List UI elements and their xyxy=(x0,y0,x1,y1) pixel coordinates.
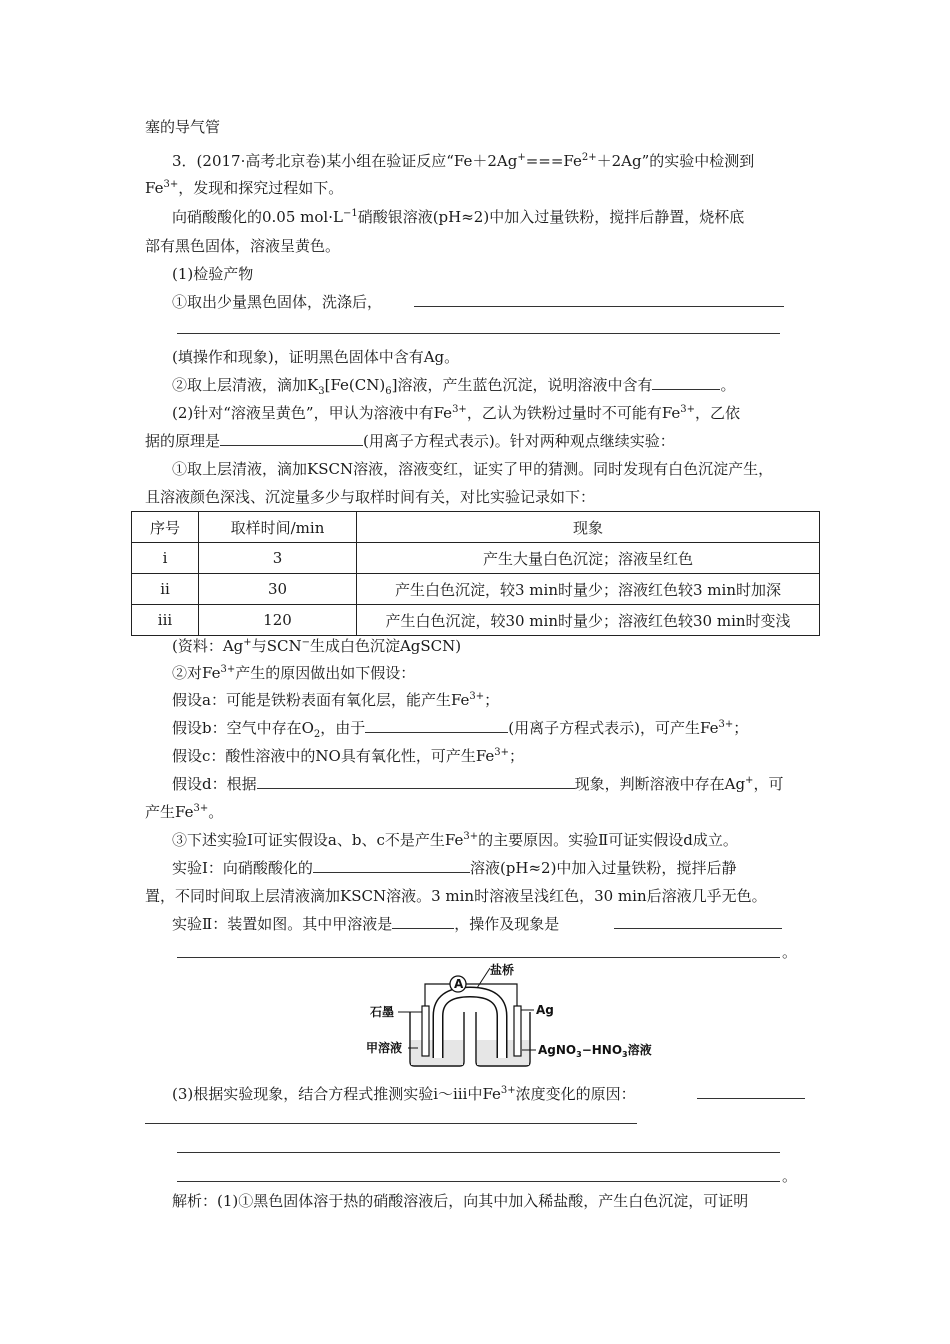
table-cell: iii xyxy=(132,605,199,636)
text-line: 塞的导气管 xyxy=(145,118,221,136)
right-solution-label: $AgNO_3-HNO_3$溶液 xyxy=(538,1043,652,1059)
answer-blank[interactable] xyxy=(257,774,575,789)
text-line: 假设d：根据 现象，判断溶液中存在Ag+，可 xyxy=(172,775,784,793)
text-line: 部有黑色固体，溶液呈黄色。 xyxy=(145,237,341,255)
text-line: 假设a：可能是铁粉表面有氧化层，能产生$Fe^{3+}$； xyxy=(172,691,500,709)
table-row xyxy=(132,543,820,574)
text-line: 。 xyxy=(782,943,798,961)
solution-text: 解析：(1)①黑色固体溶于热的硝酸溶液后，向其中加入稀盐酸，产生白色沉淀，可证明 xyxy=(172,1192,749,1210)
question-3-intro: 3．(2017·高考北京卷)某小组在验证反应“$Fe+2Ag^+===Fe^{2+}+2Ag$”的实验中检测到 xyxy=(172,152,755,170)
text-line: 据的原理是 (用离子方程式表示)。针对两种观点继续实验： xyxy=(145,432,675,450)
graphite-label: 石墨 xyxy=(370,1005,395,1019)
table-row xyxy=(132,605,820,636)
answer-blank[interactable] xyxy=(697,1098,805,1099)
answer-blank[interactable] xyxy=(414,306,784,307)
text-line: 置，不同时间取上层清液滴加KSCN溶液。3 min时溶液呈浅红色，30 min后溶液几乎无色。 xyxy=(145,887,767,905)
text-line: 。 xyxy=(782,1167,798,1185)
silver-electrode xyxy=(514,1006,521,1056)
observation-table xyxy=(131,511,820,636)
answer-blank[interactable] xyxy=(614,928,782,929)
left-solution-label: 甲溶液 xyxy=(366,1041,403,1055)
text-line: 且溶液颜色深浅、沉淀量多少与取样时间有关，对比实验记录如下： xyxy=(145,488,596,506)
table-cell: 120 xyxy=(199,605,357,636)
answer-blank[interactable] xyxy=(313,858,470,873)
answer-blank[interactable] xyxy=(145,1123,637,1124)
text-line: ②取上层清液，滴加$K_3[Fe(CN)_6]$溶液，产生蓝色沉淀，说明溶液中含有 。 xyxy=(172,376,736,397)
table-cell: 产生白色沉淀，较3 min时量少；溶液红色较3 min时加深 xyxy=(357,574,820,605)
answer-blank[interactable] xyxy=(177,1152,780,1153)
silver-label: Ag xyxy=(536,1003,554,1017)
table-cell: i xyxy=(132,543,199,574)
ammeter-label: A xyxy=(454,977,464,991)
table-header: 取样时间/min xyxy=(199,512,357,543)
text-line: 实验Ⅱ：装置如图。其中甲溶液是 ，操作及现象是 xyxy=(172,915,560,933)
graphite-electrode xyxy=(422,1006,429,1056)
text-line: $Fe^{3+}$，发现和探究过程如下。 xyxy=(145,179,344,197)
text-line: (2)针对“溶液呈黄色”，甲认为溶液中有$Fe^{3+}$，乙认为铁粉过量时不可能有$Fe^{3+}$，乙依 xyxy=(172,404,741,422)
text-line: (填操作和现象)，证明黑色固体中含有Ag。 xyxy=(172,348,460,366)
text-line: 假设b：空气中存在$O_2$，由于 (用离子方程式表示)，可产生$Fe^{3+}$； xyxy=(172,719,749,740)
table-header: 序号 xyxy=(132,512,199,543)
answer-blank[interactable] xyxy=(220,431,363,446)
table-header: 现象 xyxy=(357,512,820,543)
answer-blank[interactable] xyxy=(177,1181,780,1182)
text-line: 产生$Fe^{3+}$。 xyxy=(145,803,224,821)
answer-blank[interactable] xyxy=(177,957,780,958)
salt-bridge-label: 盐桥 xyxy=(490,963,515,977)
table-cell: 产生大量白色沉淀；溶液呈红色 xyxy=(357,543,820,574)
text-line: (资料：Ag+与SCN−生成白色沉淀AgSCN) xyxy=(172,637,462,655)
table-row xyxy=(132,574,820,605)
text-line: 实验Ⅰ：向硝酸酸化的 溶液(pH≈2)中加入过量铁粉，搅拌后静 xyxy=(172,859,737,877)
text-line: (3)根据实验现象，结合方程式推测实验ⅰ～ⅲ中$Fe^{3+}$浓度变化的原因： xyxy=(172,1085,636,1103)
galvanic-cell-diagram xyxy=(360,962,660,1074)
text-line: 假设c：酸性溶液中的NO具有氧化性，可产生$Fe^{3+}$； xyxy=(172,747,525,765)
table-cell: 30 xyxy=(199,574,357,605)
table-cell: 产生白色沉淀，较30 min时量少；溶液红色较30 min时变浅 xyxy=(357,605,820,636)
text-line: ①取出少量黑色固体，洗涤后， xyxy=(172,293,383,311)
text-line: ①取上层清液，滴加KSCN溶液，溶液变红，证实了甲的猜测。同时发现有白色沉淀产生， xyxy=(172,460,774,478)
answer-blank[interactable] xyxy=(177,333,780,334)
answer-blank[interactable] xyxy=(365,718,508,733)
answer-blank[interactable] xyxy=(652,375,720,390)
table-cell: 3 xyxy=(199,543,357,574)
answer-blank[interactable] xyxy=(392,914,454,929)
table-cell: ii xyxy=(132,574,199,605)
text-line: 向硝酸酸化的0.05 $mol\cdot L^{-1}$硝酸银溶液(pH≈2)中加入过量铁粉，搅拌后静置，烧杯底 xyxy=(172,208,745,226)
table-header-row xyxy=(132,512,820,543)
text-line: ②对$Fe^{3+}$产生的原因做出如下假设： xyxy=(172,664,416,682)
section-heading: (1)检验产物 xyxy=(172,265,254,283)
text-line: ③下述实验Ⅰ可证实假设a、b、c不是产生$Fe^{3+}$的主要原因。实验Ⅱ可证实假设d成立。 xyxy=(172,831,738,849)
